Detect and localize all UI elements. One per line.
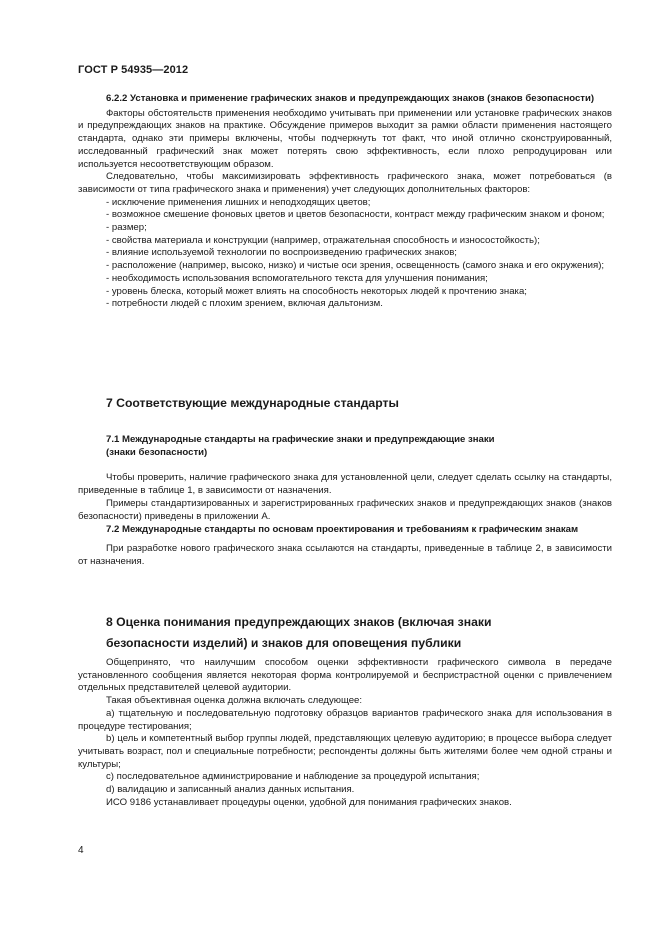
- paragraph: Следовательно, чтобы максимизировать эффективность графического знака, может потребоваться (в зависимости от типа графического знака и применения) учет следующих дополнительных факторов:: [78, 171, 612, 195]
- section-8-heading-line-2: безопасности изделий) и знаков для оповещения публики: [106, 636, 462, 650]
- paragraph: Такая объективная оценка должна включать следующее:: [106, 695, 363, 707]
- list-item: - свойства материала и конструкции (например, отражательная способность и износостойкость);: [106, 234, 540, 246]
- list-item: - исключение применения лишних и неподходящих цветов;: [106, 196, 371, 208]
- list-item: - возможное смешение фоновых цветов и цветов безопасности, контраст между графическим знаком и фоном;: [106, 209, 605, 221]
- list-item: - необходимость использования вспомогательного текста для улучшения понимания;: [106, 272, 488, 284]
- list-item: - влияние используемой технологии по воспроизведению графических знаков;: [106, 247, 457, 259]
- list-item: а) тщательную и последовательную подготовку образцов вариантов графического знака для использования в процедуре тестирования;: [78, 707, 612, 732]
- paragraph: Общепринято, что наилучшим способом оценки эффективности графического символа в передаче установленного сообщения является некоторая форма контролируемой и беспристрастной оценки с привлечением отдельных представителей целевой аудитории.: [78, 657, 612, 694]
- subsection-7-1-heading: 7.1 Международные стандарты на графические знаки и предупреждающие знаки: [106, 434, 495, 445]
- section-8-heading: [106, 612, 606, 654]
- list-item: - потребности людей с плохим зрением, включая дальтонизм.: [106, 298, 383, 310]
- section-7: [78, 434, 612, 568]
- paragraph: Чтобы проверить, наличие графического знака для установленной цели, следует сделать ссылку на стандарты, приведенные в таблице 1, в зависимости от назначения.: [78, 472, 612, 497]
- list-item: c) последовательное администрирование и наблюдение за процедурой испытания;: [106, 771, 480, 783]
- paragraph: Факторы обстоятельств применения необходимо учитывать при применении или установке графических знаков и предупреждающих знаков на практике. Обсуждение примеров выходит за рамки области применения настоящего стандарта, однако эти примеры включены, чтобы подчеркнуть тот факт, что иной отлично сконструированный, исследованный графический знак может потерять свою эффективность, если плохо репродуцирован или используется несоответствующим образом.: [78, 107, 612, 170]
- section-6-2-2: [78, 93, 612, 311]
- list-item: - уровень блеска, который может влиять на способность некоторых людей к прочтению знака;: [106, 285, 527, 297]
- document-header: ГОСТ Р 54935—2012: [78, 64, 189, 76]
- paragraph: При разработке нового графического знака ссылаются на стандарты, приведенные в таблице 2, в зависимости от назначения.: [78, 542, 612, 567]
- section-7-heading: 7 Соответствующие международные стандарты: [106, 396, 399, 410]
- list-item: - размер;: [106, 222, 147, 234]
- list-item: b) цель и компетентный выбор группы людей, представляющих целевую аудиторию; в процессе выбора следует учитывать возраст, пол и специальные потребности; респонденты должны быть жителями более чем одной страны и культуры;: [78, 733, 612, 770]
- subsection-7-1-heading-cont: (знаки безопасности): [106, 446, 208, 458]
- section-8-heading-line-1: 8 Оценка понимания предупреждающих знаков (включая знаки: [106, 615, 492, 629]
- paragraph: Примеры стандартизированных и зарегистрированных графических знаков и предупреждающих знаков (знаков безопасности) приведены в приложении А.: [78, 497, 612, 522]
- list-item: d) валидацию и записанный анализ данных испытания.: [106, 784, 355, 796]
- subsection-7-2-heading: 7.2 Международные стандарты по основам проектирования и требованиям к графическим знакам: [106, 524, 579, 536]
- section-8: [78, 657, 612, 809]
- paragraph: ИСО 9186 устанавливает процедуры оценки, удобной для понимания графических знаков.: [106, 796, 512, 808]
- page-number: 4: [78, 845, 84, 856]
- subsection-heading: 6.2.2 Установка и применение графических знаков и предупреждающих знаков (знаков безопасности): [106, 93, 595, 104]
- list-item: - расположение (например, высоко, низко) и чистые оси зрения, освещенность (самого знака и его окружения);: [106, 260, 605, 272]
